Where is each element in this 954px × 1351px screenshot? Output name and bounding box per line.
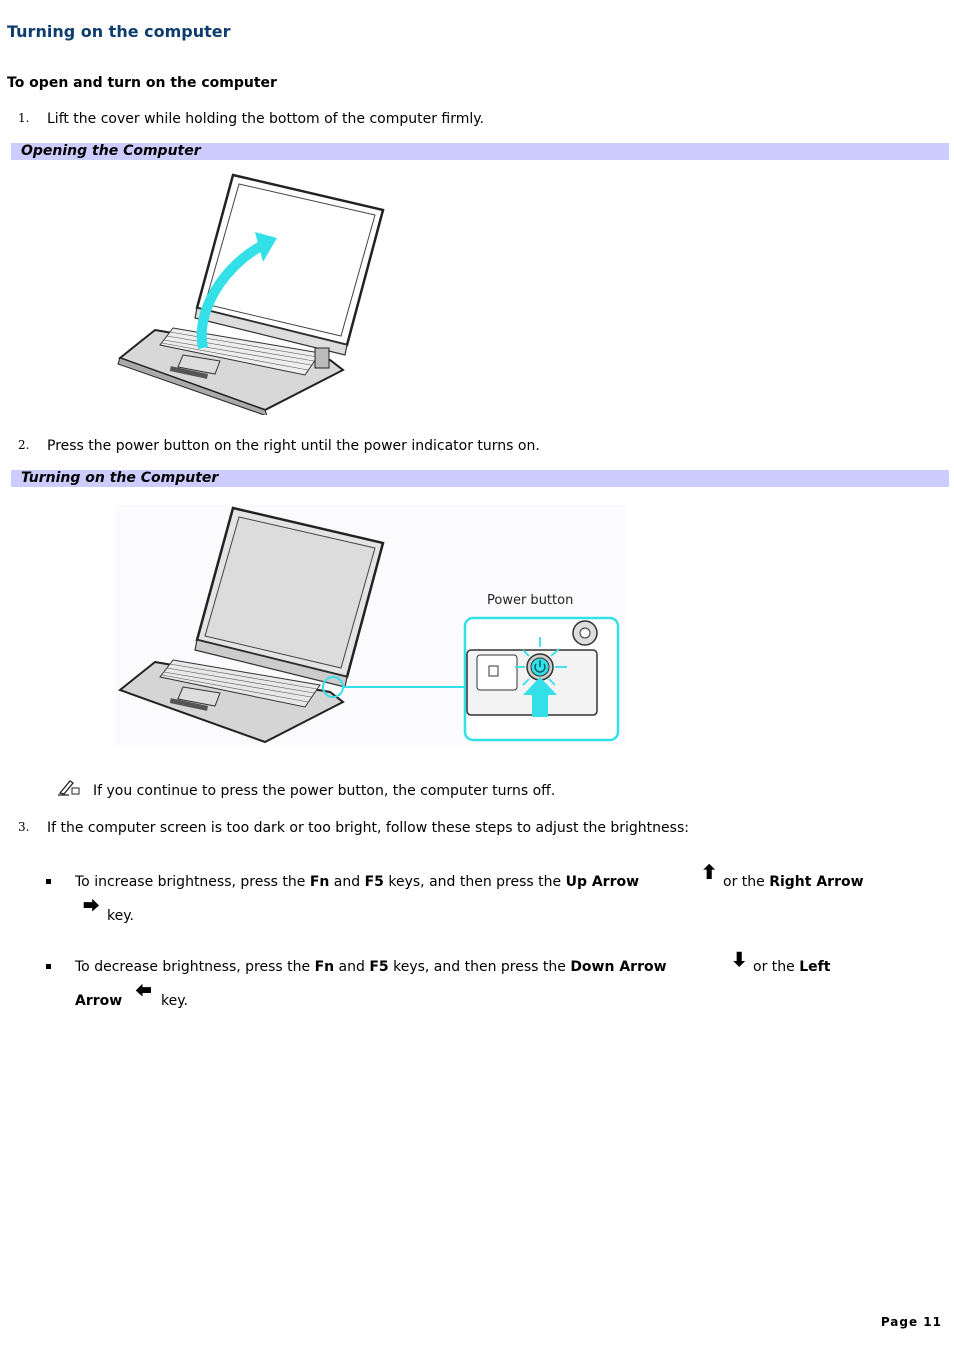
key-left-arrow-line1: Left [799,959,831,975]
step-text: Lift the cover while holding the bottom of the computer firmly. [47,111,485,127]
step-number: 1. [18,111,30,125]
key-up-arrow: Up Arrow [565,874,640,890]
bullet-marker [46,879,51,884]
page-title: Turning on the computer [7,22,231,41]
key-down-arrow: Down Arrow [570,959,667,975]
key-right-arrow: Right Arrow [769,874,864,890]
up-arrow-icon [699,862,719,884]
section-heading: To open and turn on the computer [7,75,277,91]
bullet-marker [46,964,51,969]
step-text: Press the power button on the right until the power indicator turns on. [47,438,540,454]
page-number: Page 11 [880,1315,942,1329]
key-fn: Fn [314,959,335,975]
key-f5: F5 [369,959,389,975]
bullet-suffix: key. [107,908,134,924]
power-button-callout-label: Power button [487,593,574,608]
opening-computer-illustration [115,170,390,415]
key-f5: F5 [364,874,384,890]
key-fn: Fn [309,874,330,890]
step-number: 2. [18,438,30,452]
note-text: If you continue to press the power button, the computer turns off. [93,783,556,799]
bullet-text-increase: To increase brightness, press the Fn and F5 keys, and then press the Up Arrow [75,874,640,890]
figure-caption: Opening the Computer [21,143,201,159]
key-left-arrow-line2: Arrow [75,993,123,1009]
note-pencil-icon [57,779,81,797]
figure-caption: Turning on the Computer [21,470,219,486]
right-arrow-icon [82,897,104,917]
step-number: 3. [18,820,30,834]
figure-caption-bar [11,470,949,487]
figure-caption-bar [11,143,949,160]
step-text: If the computer screen is too dark or too bright, follow these steps to adjust the brightness: [47,820,689,836]
turning-on-computer-illustration [115,505,625,745]
down-arrow-icon [729,950,749,972]
left-arrow-icon [134,982,156,1002]
bullet-suffix: key. [161,993,188,1009]
bullet-text-decrease: To decrease brightness, press the Fn and F5 keys, and then press the Down Arrow [75,959,667,975]
